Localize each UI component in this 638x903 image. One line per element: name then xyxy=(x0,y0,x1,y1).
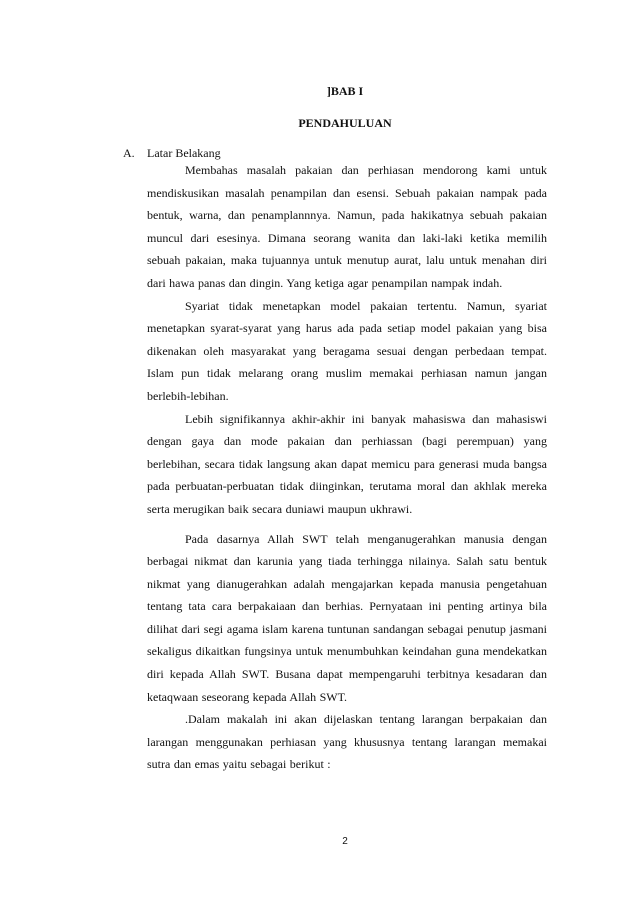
section-label: Latar Belakang xyxy=(147,146,221,160)
chapter-heading: ]BAB I xyxy=(326,84,364,98)
body-text xyxy=(147,159,547,776)
chapter-title: PENDAHULUAN xyxy=(298,116,392,130)
page-number: 2 xyxy=(342,836,348,847)
paragraph-3: Lebih signifikannya akhir-akhir ini banyak mahasiswa dan mahasiswi dengan gaya dan mode pakaian dan perhiassan (bagi perempuan) yang berlebihan, secara tidak langsung akan dapat memicu para generasi muda bangsa pada perbuatan-perbuatan tidak diinginkan, terutama moral dan akhlak mereka serta merugikan baik secara duniawi maupun ukhrawi. xyxy=(147,411,547,516)
section-marker: A. xyxy=(123,146,135,160)
paragraph-1: Membahas masalah pakaian dan perhiasan mendorong kami untuk mendiskusikan masalah penampilan dan esensi. Sebuah pakaian nampak pada bentuk, warna, dan penamplannnya. Namun, pada hakikatnya sebuah pakaian muncul dari esesinya. Dimana seorang wanita dan laki-laki ketika memilih sebuah pakaian, maka tujuannya untuk menutup aurat, lalu untuk menahan diri dari hawa panas dan dingin. Yang ketiga agar penampilan nampak indah. xyxy=(147,163,547,290)
paragraph-2: Syariat tidak menetapkan model pakaian tertentu. Namun, syariat menetapkan syarat-syarat yang harus ada pada setiap model pakaian yang bisa dikenakan oleh masyarakat yang beragama sesuai dengan perbedaan tempat. Islam pun tidak melarang orang muslim memakai perhiasan namun jangan berlebih-lebihan. xyxy=(147,298,547,403)
paragraph-4: Pada dasarnya Allah SWT telah menganugerahkan manusia dengan berbagai nikmat dan karunia yang tiada terhingga nilainya. Salah satu bentuk nikmat yang dianugerahkan adalah mengajarkan kepada manusia pengetahuan tentang tata cara berpakaiaan dan berhias. Pernyataan ini penting artinya bila dilihat dari segi agama islam karena tuntunan sandangan sebagai penutup jasmani sekaligus dikaitkan fungsinya untuk menumbuhkan keindahan guna mendekatkan diri kepada Allah SWT. Busana dapat mempengaruhi terbitnya kesadaran dan ketaqwaan seseorang kepada Allah SWT. xyxy=(147,531,547,704)
paragraph-5: .Dalam makalah ini akan dijelaskan tentang larangan berpakaian dan larangan menggunakan perhiasan yang khususnya tentang larangan memakai sutra dan emas yaitu sebagai berikut : xyxy=(147,712,547,772)
